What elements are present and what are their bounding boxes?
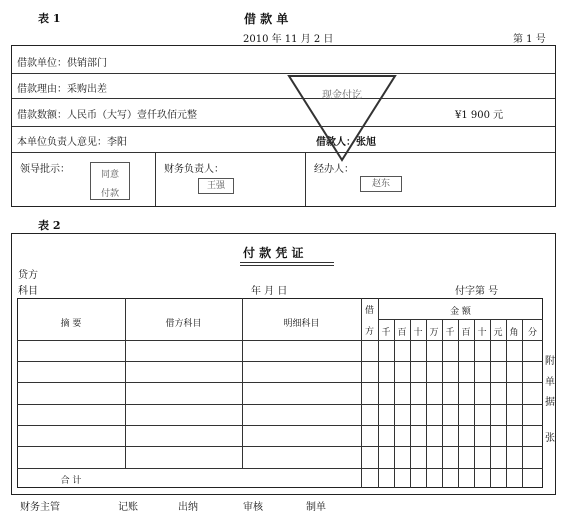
side-zhang: 张 xyxy=(545,433,555,444)
voucher-number: 付字第 号 xyxy=(455,286,499,297)
digit-qian1: 千 xyxy=(381,328,391,338)
handler: 经办人： xyxy=(314,164,354,175)
loan-unit: 借款单位：供销部门 xyxy=(17,58,107,69)
loan-amount: 借款数额：人民币（大写）壹仟玖佰元整 xyxy=(17,110,197,121)
footer-prepared-by: 制单 xyxy=(306,502,326,513)
credit-label: 贷方 xyxy=(18,270,38,281)
handler-stamp: 赵东 xyxy=(360,176,402,192)
unit-opinion: 本单位负责人意见：李阳 xyxy=(17,137,127,148)
digit-yuan: 元 xyxy=(493,328,503,338)
footer-bookkeeping: 记账 xyxy=(118,502,138,513)
table1-date: 2010 年 11 月 2 日 xyxy=(243,34,334,45)
digit-fen: 分 xyxy=(527,328,537,338)
finance-stamp: 王强 xyxy=(198,178,234,194)
table2-label: 表 2 xyxy=(38,219,61,232)
col-summary: 摘 要 xyxy=(60,319,82,329)
table1-number: 第 1 号 xyxy=(513,34,546,45)
footer-audit: 审核 xyxy=(243,502,263,513)
digit-shi1: 十 xyxy=(413,328,423,338)
cash-paid-triangle-stamp xyxy=(286,72,398,164)
table1-title: 借 款 单 xyxy=(244,12,289,26)
col-jie: 借 xyxy=(364,306,374,316)
side-dan: 单 xyxy=(545,377,555,388)
side-fu: 附 xyxy=(545,356,555,367)
total-label: 合 计 xyxy=(60,476,82,486)
loan-reason: 借款理由：采购出差 xyxy=(17,84,107,95)
col-debit-account: 借方科目 xyxy=(165,319,202,329)
table1-label: 表 1 xyxy=(38,12,61,25)
digit-wan: 万 xyxy=(429,328,439,338)
digit-bai2: 百 xyxy=(461,328,471,338)
digit-shi2: 十 xyxy=(477,328,487,338)
col-amount: 金 额 xyxy=(450,307,471,317)
voucher-title: 付 款 凭 证 xyxy=(243,246,304,260)
borrower: 借款人：张旭 xyxy=(316,137,376,148)
voucher-date: 年 月 日 xyxy=(251,286,288,297)
leader-stamp: 同意 付款 xyxy=(90,162,130,200)
subject-label: 科目 xyxy=(18,286,38,297)
digit-jiao: 角 xyxy=(509,328,519,338)
digit-bai1: 百 xyxy=(397,328,407,338)
leader-instruction: 领导批示： xyxy=(20,164,70,175)
footer-cashier: 出纳 xyxy=(178,502,198,513)
col-detail-account: 明细科目 xyxy=(283,319,320,329)
side-ju: 据 xyxy=(545,397,555,408)
digit-qian2: 千 xyxy=(445,328,455,338)
footer-finance-manager: 财务主管 xyxy=(20,502,60,513)
triangle-stamp-text: 现金付讫 xyxy=(322,90,362,101)
col-fang: 方 xyxy=(364,327,374,337)
loan-amount-value: ¥1 900 元 xyxy=(455,110,504,121)
finance-head: 财务负责人： xyxy=(164,164,224,175)
